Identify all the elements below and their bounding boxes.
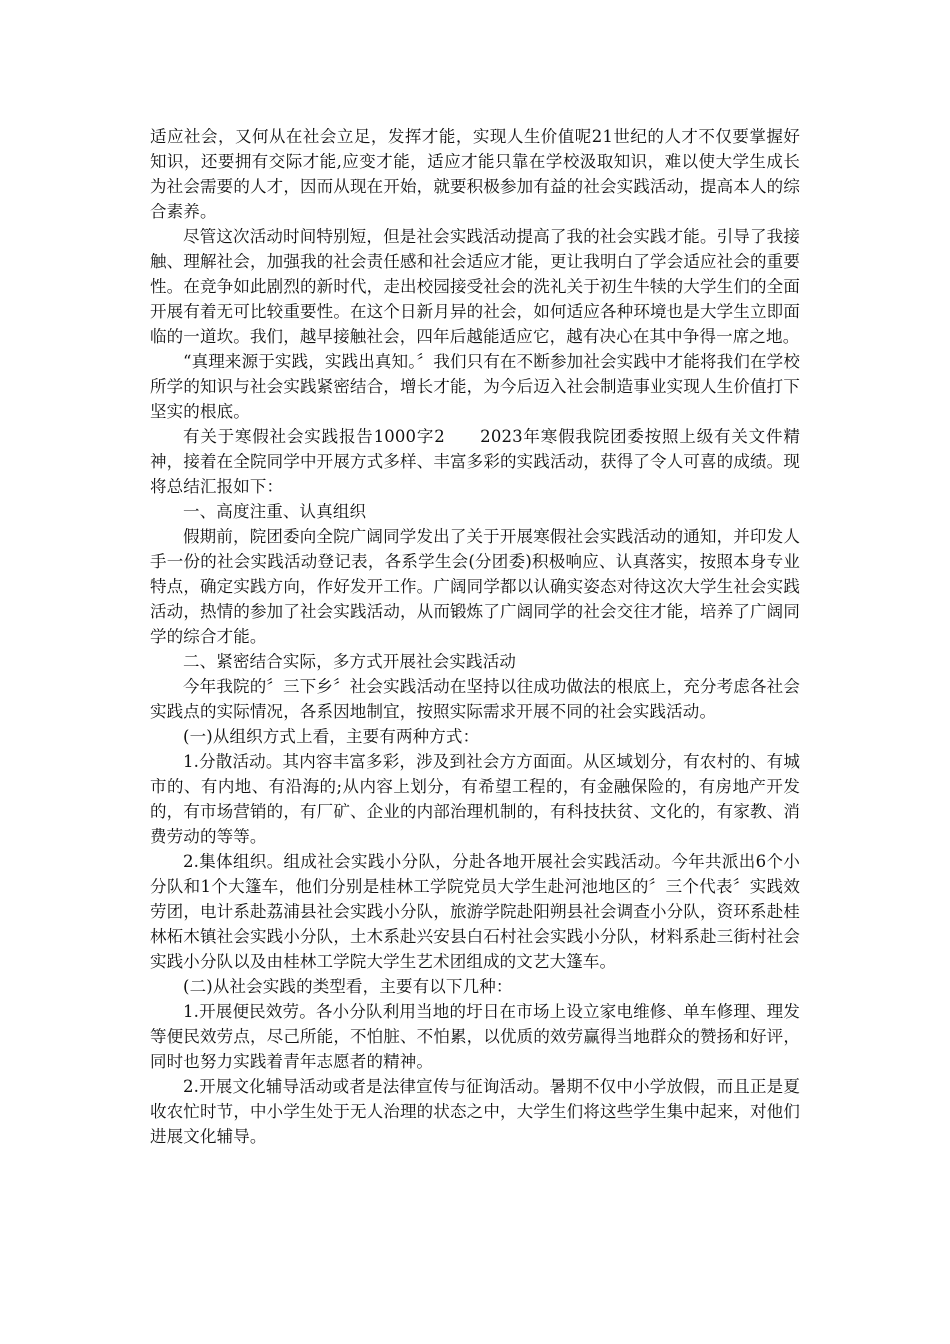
list-item: 2.开展文化辅导活动或者是法律宣传与征询活动。暑期不仅中小学放假，而且正是夏收农忙时节，中小学生处于无人治理的状态之中，大学生们将这些学生集中起来，对他们进展文化辅导。 bbox=[150, 1077, 800, 1146]
list-item: 2.集体组织。组成社会实践小分队，分赴各地开展社会实践活动。今年共派出6个小分队和1个大篷车，他们分别是桂林工学院党员大学生赴河池地区的〞三个代表〞实践效劳团，电计系赴荔浦县社会实践小分队，旅游学院赴阳朔县社会调查小分队，资环系赴桂林柘木镇社会实践小分队，土木系赴兴安县白石村社会实践小分队，材料系赴三街村社会实践小分队以及由桂林工学院大学生艺术团组成的文艺大篷车。 bbox=[150, 852, 800, 971]
list-item: 1.开展便民效劳。各小分队利用当地的圩日在市场上设立家电维修、单车修理、理发等便民效劳点，尽己所能，不怕脏、不怕累，以优质的效劳赢得当地群众的赞扬和好评，同时也努力实践着青年志愿者的精神。 bbox=[150, 1002, 800, 1071]
subsection-heading: (二)从社会实践的类型看，主要有以下几种： bbox=[183, 977, 513, 996]
paragraph: 适应社会，又何从在社会立足，发挥才能，实现人生价值呢21世纪的人才不仅要掌握好知识，还要拥有交际才能,应变才能，适应才能只靠在学校汲取知识，难以使大学生成长为社会需要的人才，因而从现在开始，就要积极参加有益的社会实践活动，提高本人的综合素养。 bbox=[150, 127, 800, 221]
section-heading: 二、紧密结合实际，多方式开展社会实践活动 bbox=[183, 652, 516, 671]
paragraph: 今年我院的〞三下乡〞社会实践活动在坚持以往成功做法的根底上，充分考虑各社会实践点的实际情况，各系因地制宜，按照实际需求开展不同的社会实践活动。 bbox=[150, 677, 800, 721]
paragraph: 有关于寒假社会实践报告1000字2 2023年寒假我院团委按照上级有关文件精神，接着在全院同学中开展方式多样、丰富多彩的实践活动，获得了令人可喜的成绩。现将总结汇报如下： bbox=[150, 427, 800, 496]
document-body bbox=[150, 124, 800, 1149]
section-heading: 一、高度注重、认真组织 bbox=[183, 502, 367, 521]
list-item: 1.分散活动。其内容丰富多彩，涉及到社会方方面面。从区域划分，有农村的、有城市的、有内地、有沿海的;从内容上划分，有希望工程的，有金融保险的，有房地产开发的，有市场营销的，有厂矿、企业的内部治理机制的，有科技扶贫、文化的，有家教、消费劳动的等等。 bbox=[150, 752, 800, 846]
paragraph: “真理来源于实践，实践出真知。〞我们只有在不断参加社会实践中才能将我们在学校所学的知识与社会实践紧密结合，增长才能，为今后迈入社会制造事业实现人生价值打下坚实的根底。 bbox=[150, 352, 800, 421]
paragraph: 尽管这次活动时间特别短，但是社会实践活动提高了我的社会实践才能。引导了我接触、理解社会，加强我的社会责任感和社会适应才能，更让我明白了学会适应社会的重要性。在竞争如此剧烈的新时代，走出校园接受社会的洗礼关于初生牛犊的大学生们的全面开展有着无可比较重要性。在这个日新月异的社会，如何适应各种环境也是大学生立即面临的一道坎。我们，越早接触社会，四年后越能适应它，越有决心在其中争得一席之地。 bbox=[150, 227, 800, 346]
subsection-heading: (一)从组织方式上看，主要有两种方式： bbox=[183, 727, 480, 746]
paragraph: 假期前，院团委向全院广阔同学发出了关于开展寒假社会实践活动的通知，并印发人手一份的社会实践活动登记表，各系学生会(分团委)积极响应、认真落实，按照本身专业特点，确定实践方向，作好发开工作。广阔同学都以认确实姿态对待这次大学生社会实践活动，热情的参加了社会实践活动，从而锻炼了广阔同学的社会交往才能，培养了广阔同学的综合才能。 bbox=[150, 527, 800, 646]
